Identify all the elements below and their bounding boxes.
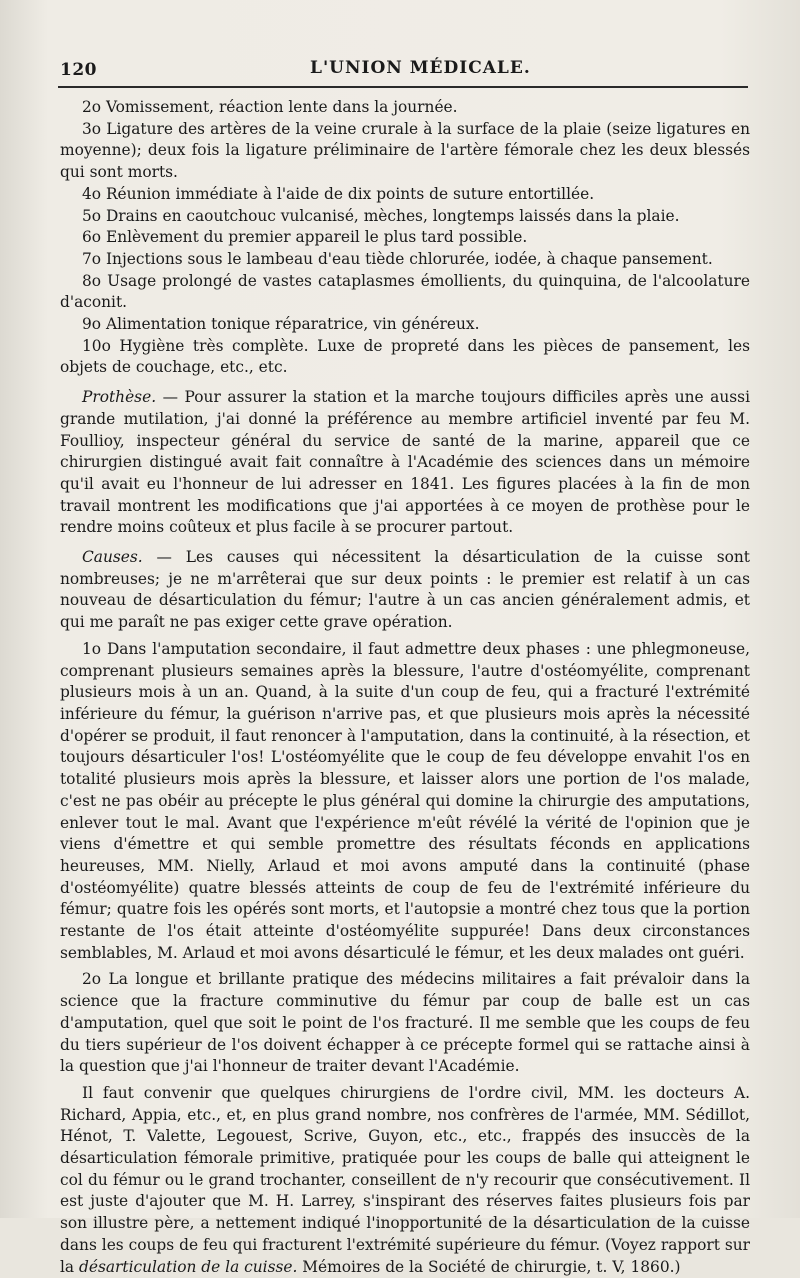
final-paragraph: Il faut convenir que quelques chirurgiens de l'ordre civil, MM. les docteurs A. Richard, Appia, etc., et, en plus grand nombre, nos confrères de l'armée, MM. Sédillot, Hénot, T. Valette, Legouest, Scrive, Guyon, etc., etc., frappés des insuccès de la désarticulation fémorale primitive, pratiquée pour les coups de balle qui atteignent le col du fémur ou le grand trochanter, conseillent de n'y recourir que consécutivement. Il est juste d'ajouter que M. H. Larrey, s'inspirant des réserves faites plusieurs fois par son illustre père, a nettement indiqué l'inopportunité de la désarticulation de la cuisse dans les coups de feu qui fracturent l'extrémité supérieure du fémur. (Voyez rapport sur la désarticulation de la cuisse. Mémoires de la Société de chirurgie, t. V, 1860.): [60, 1083, 750, 1276]
list-item: 9o Alimentation tonique réparatrice, vin généreux.: [82, 315, 480, 334]
prothese-label: Prothèse.: [82, 388, 157, 407]
causes-paragraph: Causes. — Les causes qui nécessitent la désarticulation de la cuisse sont nombreuses; je ne m'arrêterai que sur deux points : le premier est relatif à un cas nouveau de désarticulation du fémur; l'autre à un cas ancien généralement admis, et qui me paraît ne pas exiger cette grave opération.: [60, 548, 750, 632]
cited-title: désarticulation de la cuisse.: [79, 1257, 298, 1276]
header-rule: [58, 86, 748, 88]
list-item: 7o Injections sous le lambeau d'eau tiède chlorurée, iodée, à chaque pansement.: [82, 249, 713, 268]
list-item: 3o Ligature des artères de la veine crurale à la surface de la plaie (seize ligatures en moyenne); deux fois la ligature préliminaire de l'artère fémorale chez les deux blessés qui sont morts.: [60, 119, 750, 182]
page-number: 120: [60, 60, 97, 80]
body-text: [60, 97, 750, 1278]
running-title: L'UNION MÉDICALE.: [310, 58, 531, 78]
list-item: 10o Hygiène très complète. Luxe de propreté dans les pièces de pansement, les objets de couchage, etc., etc.: [60, 336, 750, 377]
point-1-paragraph: 1o Dans l'amputation secondaire, il faut admettre deux phases : une phlegmoneuse, comprenant plusieurs semaines après la blessure, l'autre d'ostéomyélite, comprenant plusieurs mois à un an. Quand, à la suite d'un coup de feu, qui a fracturé l'extrémité inférieure du fémur, la guérison n'arrive pas, et que plusieurs mois après la nécessité d'opérer se produit, il faut renoncer à l'amputation, dans la continuité, à la résection, et toujours désarticuler l'os! L'ostéomyélite que le coup de feu développe envahit l'os en totalité plusieurs mois après la blessure, et laisser alors une portion de l'os malade, c'est ne pas obéir au précepte le plus général qui domine la chirurgie des amputations, enlever tout le mal. Avant que l'expérience m'eût révélé la vérité de l'opinion que je viens d'émettre et qui semble promettre des résultats féconds en applications heureuses, MM. Nielly, Arlaud et moi avons amputé dans la continuité (phase d'ostéomyélite) quatre blessés atteints de coup de feu de l'extrémité inférieure du fémur; quatre fois les opérés sont morts, et l'autopsie a montré chez tous que la portion restante de l'os était atteinte d'ostéomyélite suppurée! Dans deux circonstances semblables, M. Arlaud et moi avons désarticulé le fémur, et les deux malades ont guéri.: [60, 639, 750, 962]
prothese-paragraph: Prothèse. — Pour assurer la station et la marche toujours difficiles après une aussi grande mutilation, j'ai donné la préférence au membre artificiel inventé par feu M. Foullioy, inspecteur général du service de santé de la marine, appareil que ce chirurgien distingué avait fait connaître à l'Académie des sciences dans un mémoire qu'il avait eu l'honneur de lui adresser en 1841. Les figures placées à la fin de mon travail montrent les modifications que j'ai apportées à ce moyen de prothèse pour le rendre moins coûteux et plus facile à se procurer partout.: [60, 388, 750, 537]
point-2-paragraph: 2o La longue et brillante pratique des médecins militaires a fait prévaloir dans la science que la fracture comminutive du fémur par coup de balle est un cas d'amputation, quel que soit le point de l'os fracturé. Il me semble que les coups de feu du tiers supérieur de l'os doivent échapper à ce précepte formel qui se rattache ainsi à la question que j'ai l'honneur de traiter devant l'Académie.: [60, 970, 750, 1076]
list-item: 5o Drains en caoutchouc vulcanisé, mèches, longtemps laissés dans la plaie.: [82, 206, 680, 225]
page-header: [58, 52, 748, 88]
list-item: 8o Usage prolongé de vastes cataplasmes émollients, du quinquina, de l'alcoolature d'aconit.: [60, 271, 750, 312]
causes-label: Causes.: [82, 548, 143, 567]
list-item: 4o Réunion immédiate à l'aide de dix points de suture entortillée.: [82, 184, 595, 203]
list-item: 2o Vomissement, réaction lente dans la journée.: [82, 98, 458, 116]
list-item: 6o Enlèvement du premier appareil le plus tard possible.: [82, 228, 528, 247]
